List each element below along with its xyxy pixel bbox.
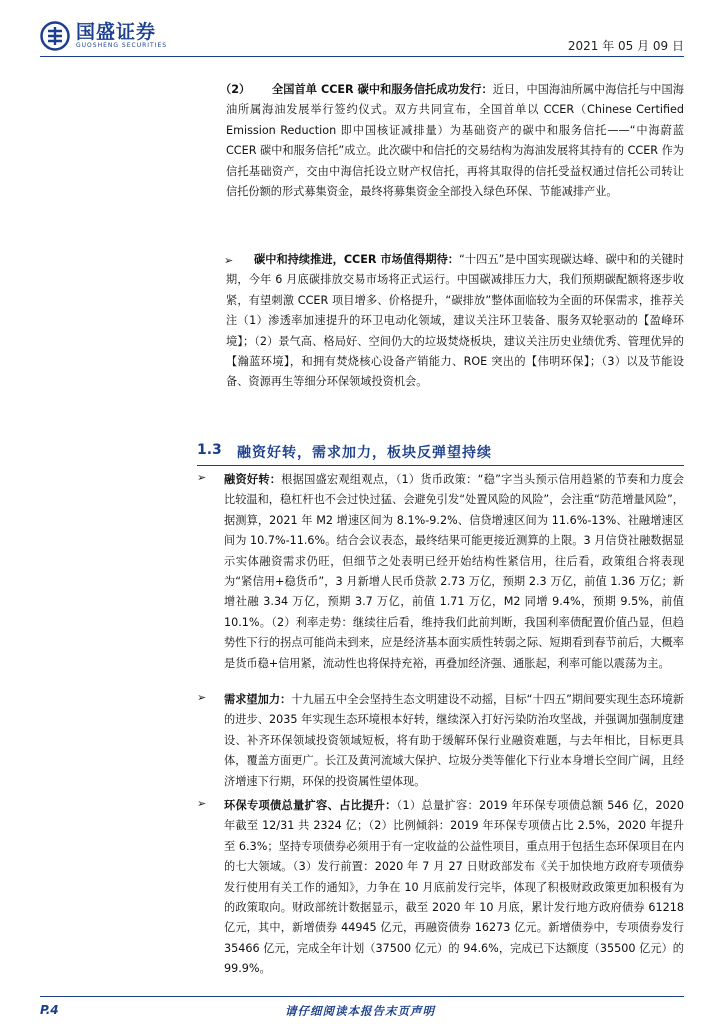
demand-heading: 需求望加力：: [224, 693, 292, 706]
page-number: P.4: [40, 1003, 59, 1017]
section-divider: [197, 465, 684, 466]
section-title: 融资好转，需求加力，板块反弹望持续: [237, 445, 492, 461]
company-logo: [40, 18, 167, 54]
arrow-bullet-icon: ➢: [224, 254, 234, 267]
outlook-paragraph: [226, 250, 684, 393]
financing-heading: 融资好转：: [224, 473, 282, 486]
ccer-trust-heading: 全国首单 CCER 碳中和服务信托成功发行：: [272, 83, 493, 96]
arrow-bullet-icon: ➢: [197, 691, 207, 704]
logo-chinese: 国盛证券: [76, 21, 157, 43]
page-header: [0, 0, 724, 60]
outlook-heading: 碳中和持续推进，CCER 市场值得期待：: [254, 253, 460, 266]
report-date: 2021 年 05 月 09 日: [567, 39, 684, 53]
financing-paragraph: [224, 470, 684, 674]
logo-english: GUOSHENG SECURITIES: [76, 42, 168, 49]
item-number: （2）: [220, 83, 251, 96]
special-bond-heading: 环保专项债总量扩容、占比提升：: [224, 799, 397, 812]
outlook-text: “十四五”是中国实现碳达峰、碳中和的关键时期，今年 6 月底碳排放交易市场将正式运行。中国碳减排压力大，我们预期碳配额将逐步收紧，有望刺激 CCER 项目增多、价格提升，“碳排放”整体面临较为全面的环保需求，推荐关注（1）渗透率加速提升的环卫电动化领域，建议关注环卫装备、服务双轮驱动的【盈峰环境】；（2）景气高、格局好、空间仍大的垃圾焚烧板块，建议关注历史业绩优秀、管理优异的【瀚蓝环境】，和拥有焚烧核心设备产销能力、ROE 突出的【伟明环保】；（3）以及节能设备、资源再生等细分环保领域投资机会。: [226, 253, 685, 389]
demand-paragraph: [224, 690, 684, 792]
footer-divider: [40, 996, 684, 997]
financing-text: 根据国盛宏观组观点，（1）货币政策：“稳”字当头预示信用趋紧的节奏和力度会比较温和，稳杠杆也不会过快过猛、会避免引发“处置风险的风险”，会注重“防范增量风险”，据测算，2021 年 M2 增速区间为 8.1%-9.2%、信贷增速区间为 11.6%-13%、社融增速区间为 10.7%-11.6%。结合会议表态，最终结果可能更接近测算的上限。3 月信贷社融数据显示实体融资需求仍旺，但细节之处表明已经开始结构性紧信用，往后看，政策组合将表现为“紧信用+稳货币”，3 月新增人民币贷款 2.73 万亿，预期 2.3 万亿，前值 1.36 万亿；新增社融 3.34 万亿，预期 3.7 万亿，前值 1.71 万亿，M2 同增 9.4%，预期 9.5%，前值 10.1%。（2）利率走势：继续往后看，维持我们此前判断，我国利率债配置价值凸显，但趋势性下行的拐点可能尚未到来，应是经济基本面实质性转弱之际、短期看到春节前后，大概率是货币稳+信用紧，流动性也将保持充裕，再叠加经济强、通胀起，利率可能以震荡为主。: [224, 473, 684, 670]
disclaimer-note: 请仔细阅读本报告末页声明: [285, 1004, 435, 1018]
special-bond-paragraph: [224, 796, 684, 980]
special-bond-text: （1）总量扩容：2019 年环保专项债总额 546 亿，2020 年截至 12/31 共 2324 亿；（2）比例倾斜：2019 年环保专项债占比 2.5%，2020 年提升至 6.3%；坚持专项债券必须用于有一定收益的公益性项目，重点用于包括生态环保项目在内的七大领域。（3）发行前置：2020 年 7 月 27 日财政部发布《关于加快地方政府专项债券发行使用有关工作的通知》，力争在 10 月底前发行完毕，体现了积极财政政策更加积极有为的政策取向。财政部统计数据显示，截至 2020 年 10 月底，累计发行地方政府债券 61218 亿元，其中，新增债券 44945 亿元，再融资债券 16273 亿元。新增债券中，专项债券发行 35466 亿元，完成全年计划（37500 亿元）的 94.6%，完成已下达额度（35500 亿元）的 99.9%。: [224, 799, 684, 976]
arrow-bullet-icon: ➢: [197, 797, 207, 810]
arrow-bullet-icon: ➢: [197, 471, 207, 484]
section-heading: [197, 442, 684, 464]
demand-text: 十九届五中全会坚持生态文明建设不动摇，目标“十四五”期间要实现生态环境新的进步、2035 年实现生态环境根本好转，继续深入打好污染防治攻坚战，并强调加强制度建设、补齐环保领域投资领域短板，将有助于缓解环保行业融资难题，与去年相比，目标更具体，覆盖方面更广。长江及黄河流域大保护、垃圾分类等催化下行业本身增长空间广阔，且经济增速下行期，环保的投资属性望体现。: [224, 693, 684, 788]
header-divider: [40, 56, 684, 57]
ccer-trust-paragraph: [220, 80, 684, 202]
guosheng-logo-icon: [40, 21, 70, 51]
section-number: 1.3: [197, 442, 222, 458]
ccer-trust-text: 近日，中国海油所属中海信托与中国海油所属海油发展举行签约仪式。双方共同宣布，全国首单以 CCER（Chinese Certified Emission Reduction 即中国核证减排量）为基础资产的碳中和服务信托——“中海蔚蓝 CCER 碳中和服务信托”成立。此次碳中和信托的交易结构为海油发展将其持有的 CCER 作为信托基础资产，交由中海信托设立财产权信托，再将其取得的信托受益权通过信托公司转让信托份额的形式募集资金，最终将募集资金全部投入绿色环保、节能减排产业。: [226, 83, 684, 199]
